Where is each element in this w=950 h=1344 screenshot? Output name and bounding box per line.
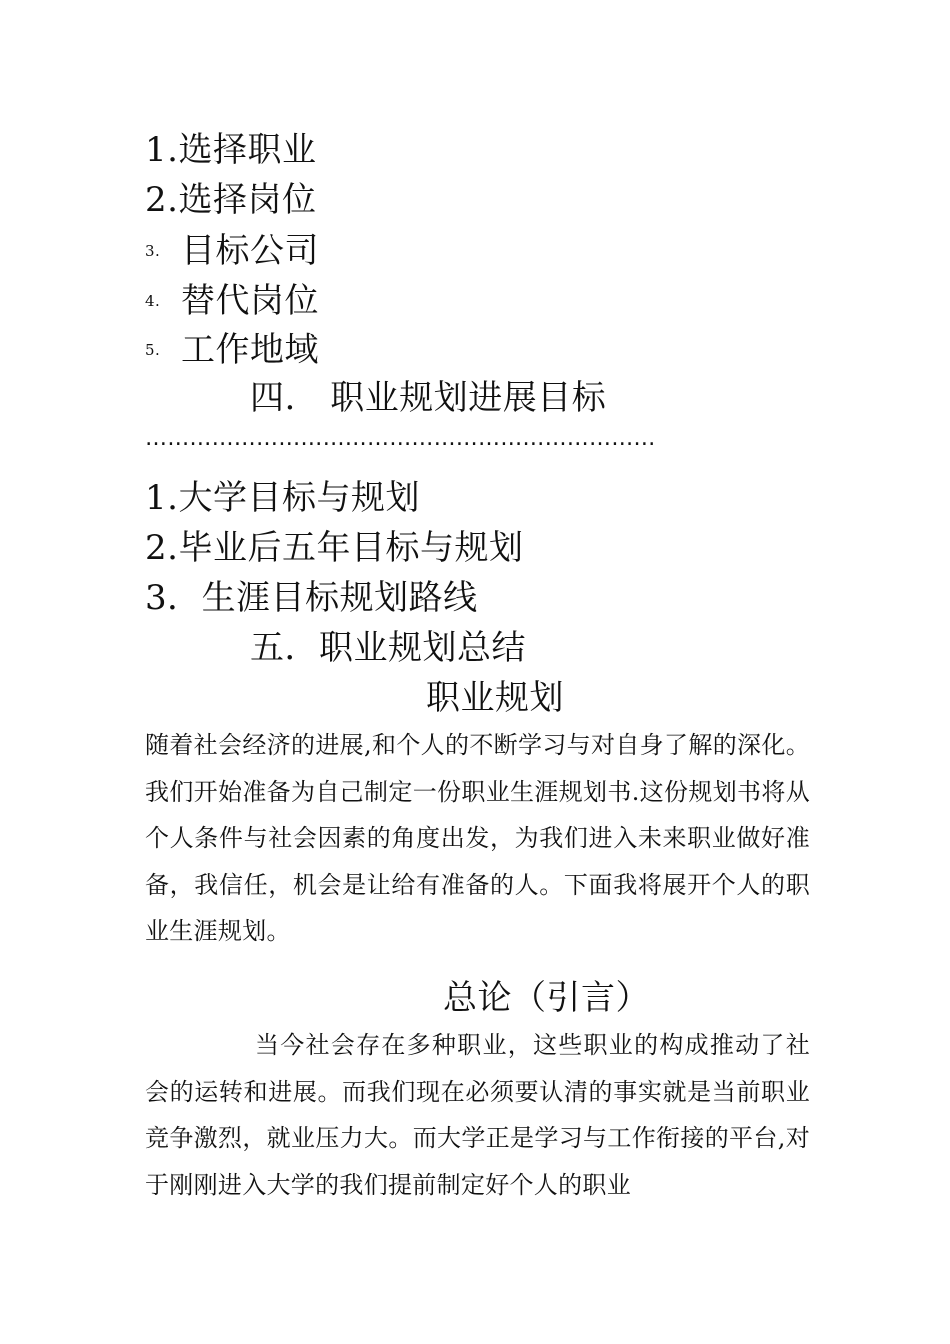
toc-goal-item-2 bbox=[145, 528, 524, 568]
toc-item-text: 生涯目标规划路线 bbox=[201, 578, 478, 618]
toc-item-text: 工作地域 bbox=[181, 330, 319, 370]
document-title: 职业规划 bbox=[426, 678, 564, 718]
toc-item-number: 1. bbox=[145, 130, 179, 170]
toc-item-text: 目标公司 bbox=[181, 231, 319, 271]
toc-item-number: 1. bbox=[145, 478, 179, 518]
overview-paragraph: 当今社会存在多种职业，这些职业的构成推动了社会的运转和进展。而我们现在必须要认清的事实就是当前职业竞争激烈，就业压力大。而大学正是学习与工作衔接的平台,对于刚刚进入大学的我们提前制定好个人的职业 bbox=[145, 1031, 810, 1199]
dot-leader: …………………………………………………………… bbox=[145, 432, 656, 446]
toc-item-text: 替代岗位 bbox=[181, 281, 319, 321]
intro-paragraph: 随着社会经济的进展,和个人的不断学习与对自身了解的深化。我们开始准备为自己制定一份职业生涯规划书.这份规划书将从个人条件与社会因素的角度出发，为我们进入未来职业做好准备，我信任，机会是让给有准备的人。下面我将展开个人的职业生涯规划。 bbox=[145, 731, 810, 945]
toc-item-text: 大学目标与规划 bbox=[178, 478, 420, 518]
toc-item-number: 2. bbox=[145, 180, 179, 220]
toc-item-number: 4. bbox=[145, 291, 161, 310]
toc-item-number: 3． bbox=[145, 578, 202, 618]
toc-item-4 bbox=[145, 281, 319, 321]
toc-item-number: 2. bbox=[145, 528, 179, 568]
toc-item-2 bbox=[145, 180, 317, 220]
toc-item-number: 3. bbox=[145, 241, 161, 260]
toc-goal-item-3 bbox=[145, 578, 478, 618]
toc-item-text: 选择职业 bbox=[178, 130, 317, 170]
toc-item-5 bbox=[145, 330, 319, 370]
overview-heading: 总论（引言） bbox=[443, 978, 650, 1018]
toc-item-3 bbox=[145, 231, 319, 271]
toc-item-text: 毕业后五年目标与规划 bbox=[178, 528, 524, 568]
toc-item-1 bbox=[145, 130, 317, 170]
toc-item-number: 5. bbox=[145, 340, 161, 359]
section-4-heading: 四. 职业规划进展目标 bbox=[250, 378, 607, 418]
toc-goal-item-1 bbox=[145, 478, 420, 518]
toc-item-text: 选择岗位 bbox=[178, 180, 317, 220]
section-5-heading: 五．职业规划总结 bbox=[250, 628, 526, 668]
